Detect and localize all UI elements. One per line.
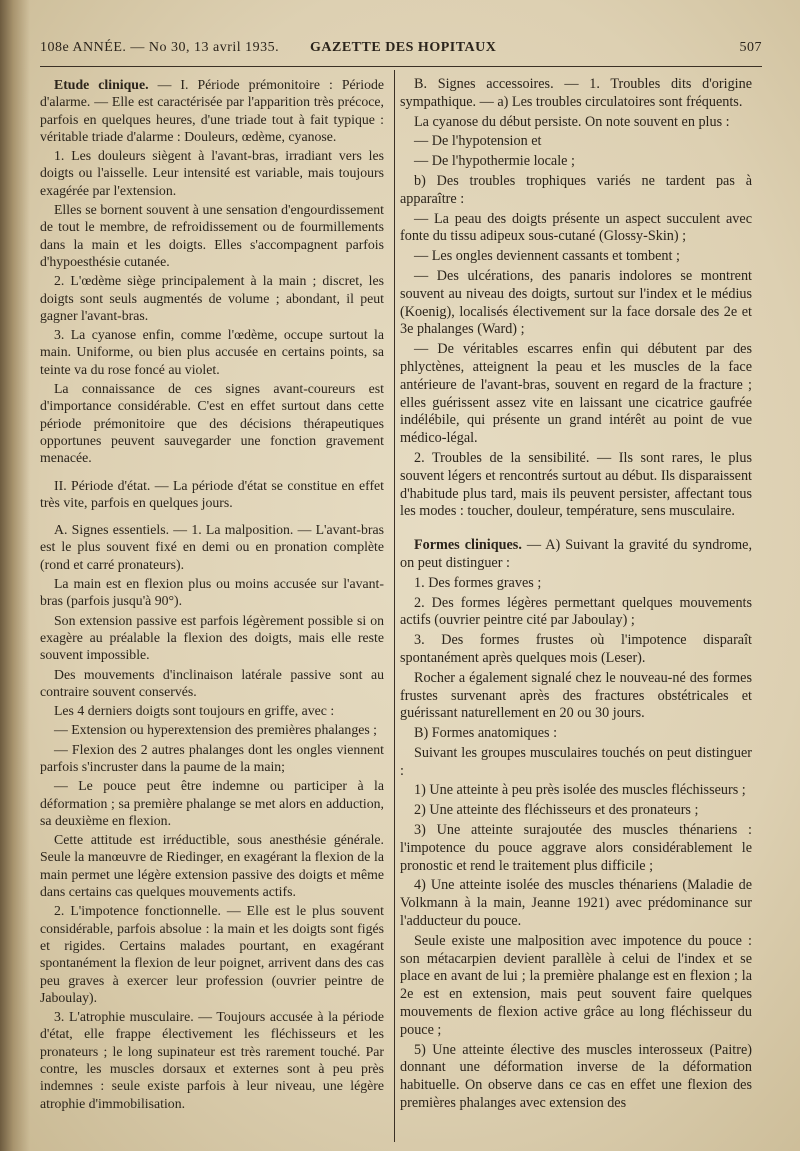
paragraph-spacer [40,513,384,521]
paragraph: Cette attitude est irréductible, sous anesthésie générale. Seule la manœuvre de Riedinger, en exagérant la flexion de la main permet une légère extension passive des doigts et même dans certains cas quelques mouvements actifs. [40,832,384,900]
paragraph: 2. Des formes légères permettant quelques mouvements actifs (ouvrier peintre cité par Jaboulay) ; [400,594,752,629]
paragraph: — Le pouce peut être indemne ou participer à la déformation ; sa première phalange se met alors en adduction, sa deuxième en flexion. [40,778,384,828]
paragraph: b) Des troubles trophiques variés ne tardent pas à apparaître : [400,172,752,207]
paragraph: 2) Une atteinte des fléchisseurs et des pronateurs ; [414,802,699,819]
paragraph: — Flexion des 2 autres phalanges dont les ongles viennent parfois s'incruster dans la paume de la main; [40,741,384,774]
section-heading: Etude clinique. [54,77,149,92]
paragraph: II. Période d'état. — La période d'état se constitue en effet très vite, parfois en quelques jours. [40,477,384,510]
left-column [40,76,384,1114]
paragraph: — De l'hypothermie locale ; [414,153,575,170]
paragraph: La cyanose du début persiste. On note souvent en plus : [414,113,730,130]
paragraph-spacer [40,469,384,477]
paragraph: Seule existe une malposition avec impotence du pouce : son métacarpien devient parallèle à celui de l'index et se place en avant de lui ; la première phalange est en flexion ; la 2e est en extension, mais peut souvent faire quelques mouvements de flexion active grâce au long fléchisseur du pouce ; [400,932,752,1038]
paragraph: 2. L'impotence fonctionnelle. — Elle est le plus souvent considérable, parfois absolue : la main et les doigts sont figés et rigides. Certains malades pourtant, en exagérant spontanément la flexion de leur poignet, arrivent dans des cas peu graves à exercer leur profession (ouvrier peintre de Jaboulay). [40,903,384,1005]
paragraph: — Les ongles deviennent cassants et tombent ; [414,248,680,265]
paragraph: 4) Une atteinte isolée des muscles thénariens (Maladie de Volkmann à la main, Jeanne 1921) avec prédominance sur l'adducteur du pouce. [400,877,752,930]
paragraph: Des mouvements d'inclinaison latérale passive sont au contraire souvent conservés. [40,666,384,699]
header-issue-info: 108e ANNÉE. — No 30, 13 avril 1935. [40,40,280,55]
right-column [400,76,752,1115]
paragraph: — Extension ou hyperextension des premières phalanges ; [54,722,377,738]
running-header [40,40,762,62]
paragraph: La connaissance de ces signes avant-coureurs est d'importance considérable. C'est en effet surtout dans cette période prémonitoire que des décisions thérapeutiques opportunes peuvent sauvegarder une fonction gravement menacée. [40,381,384,466]
paragraph: — De l'hypotension et [414,133,542,150]
paragraph: — Des ulcérations, des panaris indolores se montrent souvent au niveau des doigts, surtout sur l'index et le médius (Koenig), localisés électivement sur la face dorsale des 2e et 3e phalanges (Ward) ; [400,267,752,338]
section-heading-paragraph [40,76,384,145]
paragraph: Suivant les groupes musculaires touchés on peut distinguer : [400,744,752,779]
paragraph: Les 4 derniers doigts sont toujours en griffe, avec : [54,703,335,719]
paragraph-spacer [400,523,752,537]
header-page-number: 507 [739,40,762,55]
paragraph: 1) Une atteinte à peu près isolée des muscles fléchisseurs ; [414,782,746,799]
paragraph: 3. Des formes frustes où l'impotence disparaît spontanément après quelques mois (Leser). [400,632,752,666]
paragraph: B. Signes accessoires. — 1. Troubles dits d'origine sympathique. — a) Les troubles circulatoires sont fréquents. [400,76,752,110]
paragraph: Son extension passive est parfois légèrement possible si on exagère au préalable la flexion des doigts, mais elle reste souvent impossible. [40,612,384,663]
section-heading-text: — I. Période prémonitoire : Période d'alarme. — Elle est caractérisée par l'apparition très précoce, parfois en quelques heures, d'une triade tout à fait typique : véritable triade d'alarme : Douleurs, œdème, cyanose. [40,77,385,144]
paragraph: La main est en flexion plus ou moins accusée sur l'avant-bras (parfois jusqu'à 90°). [40,576,384,609]
paragraph: B) Formes anatomiques : [414,725,558,742]
paragraph: — La peau des doigts présente un aspect succulent avec fonte du tissu adipeux sous-cutané (Glossy-Skin) ; [400,210,752,245]
paragraph: Elles se bornent souvent à une sensation d'engourdissement de tout le membre, de refroidissement ou de fourmillements dans la main et les doigts. Elles s'accompagnent parfois d'hypoesthésie cutanée. [40,202,384,269]
section-heading-paragraph [400,537,752,573]
paragraph: A. Signes essentiels. — 1. La malposition. — L'avant-bras est le plus souvent fixé en demi ou en pronation complète (rond et carré pronateurs). [40,522,384,572]
paragraph: 1. Les douleurs siègent à l'avant-bras, irradiant vers les doigts ou l'aisselle. Leur intensité est variable, mais toujours exagérée par l'extension. [40,148,384,198]
binding-shadow [0,0,30,1151]
paragraph: — De véritables escarres enfin qui débutent par des phlyctènes, atteignent la peau et les muscles de la face antérieure de l'avant-bras, souvent en regard de la fracture ; elles guérissent assez vite en laissant une cicatrice gaufrée indélébile, qui présente un grand intérêt au point de vue médico-légal. [400,341,752,447]
paragraph: 3) Une atteinte surajoutée des muscles thénariens : l'impotence du pouce aggrave alors considérablement le pronostic et rend le traitement plus difficile ; [400,822,752,874]
header-journal-title: GAZETTE DES HOPITAUX [310,40,497,55]
paragraph: 2. L'œdème siège principalement à la main ; discret, les doigts sont seuls augmentés de volume ; abondant, il peut gagner l'avant-bras. [40,273,384,323]
paragraph: 3. L'atrophie musculaire. — Toujours accusée à la période d'état, elle frappe électivement les fléchisseurs et les pronateurs ; le long supinateur est très rarement touché. Par contre, les muscles dorsaux et externes sont à peu près indemnes : seule existe parfois à leur niveau, une légère atrophie d'immobilisation. [40,1009,384,1111]
paragraph: 2. Troubles de la sensibilité. — Ils sont rares, le plus souvent légers et rencontrés surtout au début. Ils disparaissent d'habitude plus tard, mais ils peuvent persister, affectant tous les modes : toucher, douleur, température, sens musculaire. [400,449,752,520]
paragraph: 5) Une atteinte élective des muscles interosseux (Paitre) donnant une déformation inverse de la déformation habituelle. On observe dans ce cas en effet une flexion des premières phalanges avec extension des [400,1041,752,1112]
section-heading-text: — A) Suivant la gravité du syndrome, on peut distinguer : [400,537,752,571]
header-rule [40,66,762,67]
paragraph: Rocher a également signalé chez le nouveau-né des formes frustes survenant après des fractures obstétricales et guérissant naturellement en 20 ou 30 jours. [400,669,752,722]
column-separator [394,70,395,1142]
paragraph: 3. La cyanose enfin, comme l'œdème, occupe surtout la main. Uniforme, ou bien plus accusée en certains points, sa teinte va du rose foncé au violet. [40,327,384,377]
section-heading: Formes cliniques. [414,537,522,554]
paragraph: 1. Des formes graves ; [414,574,542,591]
